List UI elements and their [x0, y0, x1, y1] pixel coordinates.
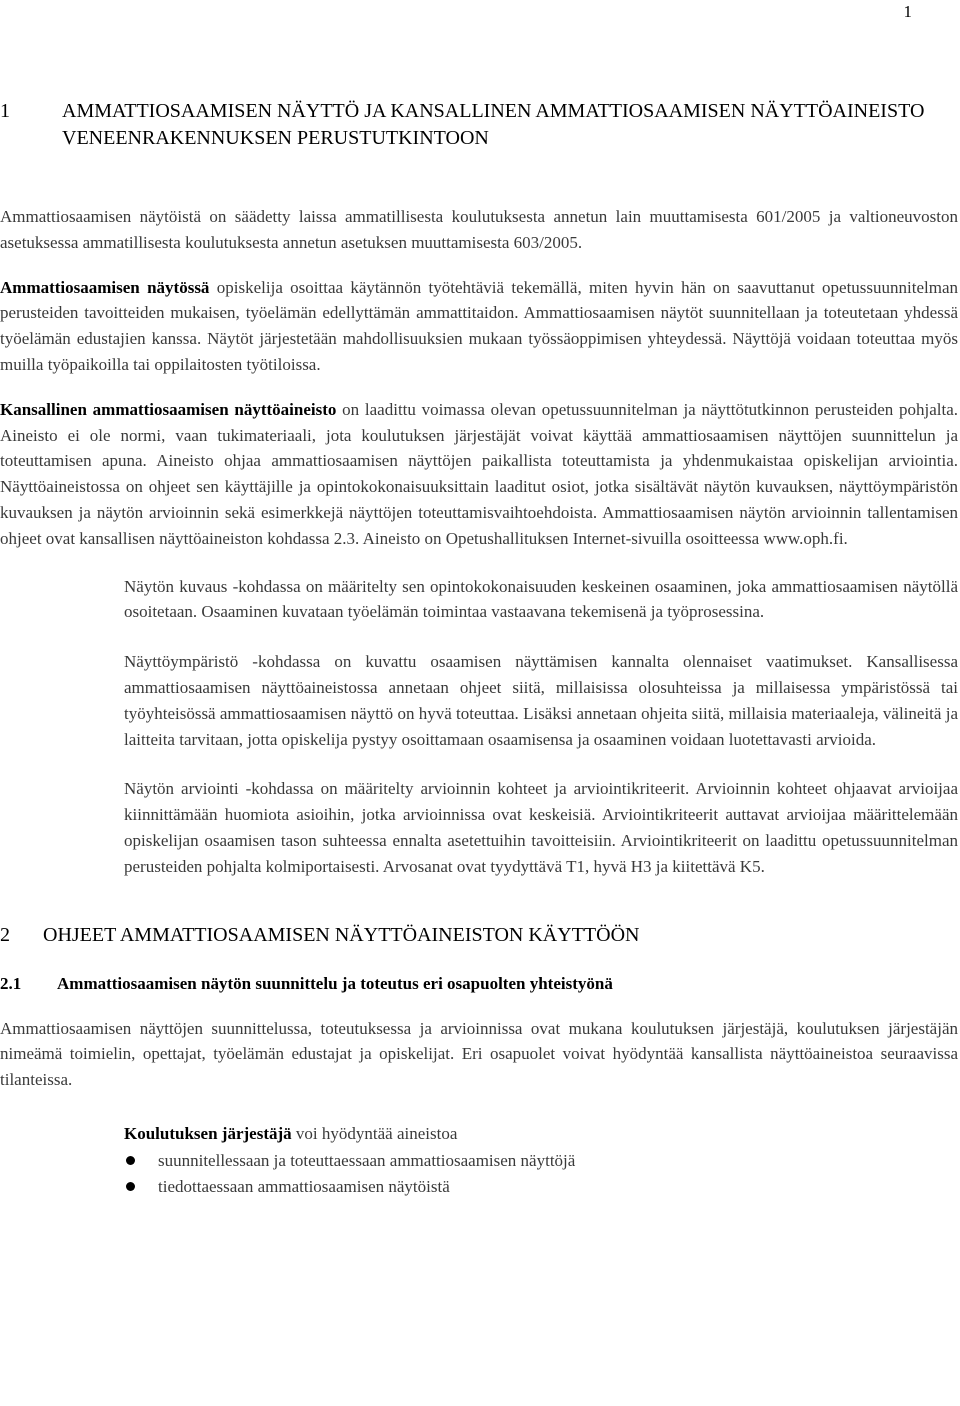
paragraph-national-material — [0, 397, 958, 552]
section-2-number: 2 — [0, 923, 10, 946]
section-2-1-title: Ammattiosaamisen näytön suunnittelu ja toteutus eri osapuolten yhteistyönä — [57, 973, 613, 993]
section-2-1-heading — [0, 971, 958, 996]
section-2-1-number: 2.1 — [0, 973, 22, 993]
list-item — [124, 1174, 958, 1200]
term-national-material: Kansallinen ammattiosaamisen näyttöaineisto — [0, 399, 337, 419]
provider-bullet-list — [124, 1148, 958, 1200]
bullet-icon — [126, 1182, 135, 1191]
list-item-text: tiedottaessaan ammattiosaamisen näytöistä — [158, 1176, 450, 1196]
paragraph-demonstration-description: Näytön kuvaus -kohdassa on määritelty sen opintokokonaisuuden keskeinen osaaminen, joka ammattiosaamisen näytöllä osoitetaan. Osaaminen kuvataan työelämän toimintaa vastaavana tekemisenä ja työprosessina. — [124, 576, 958, 622]
paragraph-legislation: Ammattiosaamisen näytöistä on säädetty laissa ammatillisesta koulutuksesta annetun lain muuttamisesta 601/2005 ja valtioneuvoston asetuksessa ammatillisesta koulutuksesta annetun asetuksen muuttamisesta 603/2005. — [0, 207, 958, 252]
paragraph-education-provider — [124, 1121, 958, 1147]
section-2-title: OHJEET AMMATTIOSAAMISEN NÄYTTÖAINEISTON KÄYTTÖÖN — [43, 923, 640, 946]
paragraph-demonstration-assessment: Näytön arviointi -kohdassa on määritelty arvioinnin kohteet ja arviointikriteerit. Arvioinnin kohteet ohjaavat arvioijaa kiinnittämään huomiota asioihin, jotka arvioinnissa ovat keskeisiä. Arviointikriteerit auttavat arvioijaa määrittelemään opiskelijan osaamisen tason suhteessa ennalta asetettuihin tavoitteisiin. Arviointikriteerit on laadittu opetussuunnitelman perusteiden pohjalta kolmiportaisesti. Arvosanat ovat tyydyttävä T1, hyvä H3 ja kiitettävä K5. — [124, 779, 958, 876]
paragraph-skills-demonstration-text: opiskelija osoittaa käytännön työtehtäviä tekemällä, miten hyvin hän on saavuttanut opetussuunnitelman perusteiden tavoitteiden mukaisen, työelämän edellyttämän ammattitaidon. Ammattiosaamisen näytöt suunnitellaan ja toteutetaan yhdessä työelämän edustajien kanssa. Näytöt järjestetään mahdollisuuksien mukaan työssäoppimisen yhteydessä. Näyttöjä voidaan toteuttaa myös muilla työpaikoilla tai oppilaitosten työtiloissa. — [0, 277, 959, 374]
term-skills-demonstration: Ammattiosaamisen näytössä — [0, 277, 210, 297]
paragraph-demonstration-environment: Näyttöympäristö -kohdassa on kuvattu osaamisen näyttämisen kannalta olennaiset vaatimukset. Kansallisessa ammattiosaamisen näyttöaineistossa annetaan ohjeet siitä, millaisissa olosuhteissa ja millaisessa ympäristössä tai työyhteisössä ammattiosaamisen näyttö on hyvä toteuttaa. Lisäksi annetaan ohjeita siitä, millaisia materiaaleja, välineitä ja laitteita tarvitaan, jotta opiskelija pystyy osoittamaan osaamisensa ja osaaminen voidaan luotettavasti arvioida. — [124, 652, 958, 749]
bullet-icon — [126, 1156, 135, 1165]
paragraph-education-provider-text: voi hyödyntää aineistoa — [291, 1123, 458, 1143]
section-2-heading — [0, 922, 958, 949]
page-number: 1 — [903, 2, 912, 21]
term-education-provider: Koulutuksen järjestäjä — [124, 1123, 292, 1143]
list-item-text: suunnitellessaan ja toteuttaessaan ammattiosaamisen näyttöjä — [158, 1150, 576, 1170]
section-1-title: AMMATTIOSAAMISEN NÄYTTÖ JA KANSALLINEN AMMATTIOSAAMISEN NÄYTTÖAINEISTO VENEENRAKENNUKSEN PERUSTUTKINTOON — [62, 100, 925, 149]
document-body — [0, 98, 958, 1200]
section-1-heading — [0, 98, 958, 152]
paragraph-skills-demonstration — [0, 275, 958, 378]
paragraph-national-material-text: on laadittu voimassa olevan opetussuunnitelman ja näyttötutkinnon perusteiden pohjalta. Aineisto ei ole normi, vaan tukimateriaali, jota koulutuksen järjestäjät voivat käyttää ammattiosaamisen näyttöjen suunnittelun ja toteuttamisen apuna. Aineisto ohjaa ammattiosaamisen näyttöjen paikallista toteuttamista ja yhdenmukaistaa opiskelijan arviointia. Näyttöaineistossa on ohjeet sen käyttäjille ja opintokokonaisuuksittain laaditut osiot, jotka sisältävät näytön kuvauksen, näyttöympäristön kuvauksen ja näytön arvioinnin sekä esimerkkejä näyttöjen toteuttamisvaihtoehdoista. Ammattiosaamisen näytön arvioinnin tallentamisen ohjeet ovat kansallisen näyttöaineiston kohdassa 2.3. Aineisto on Opetushallituksen Internet-sivuilla osoitteessa www.oph.fi. — [0, 399, 958, 548]
section-1-number: 1 — [0, 100, 10, 122]
list-item — [124, 1148, 958, 1174]
paragraph-stakeholders: Ammattiosaamisen näyttöjen suunnittelussa, toteutuksessa ja arvioinnissa ovat mukana koulutuksen järjestäjä, koulutuksen järjestäjän nimeämä toimielin, opettajat, työelämän edustajat ja opiskelijat. Eri osapuolet voivat hyödyntää kansallista näyttöaineistoa seuraavissa tilanteissa. — [0, 1018, 958, 1090]
